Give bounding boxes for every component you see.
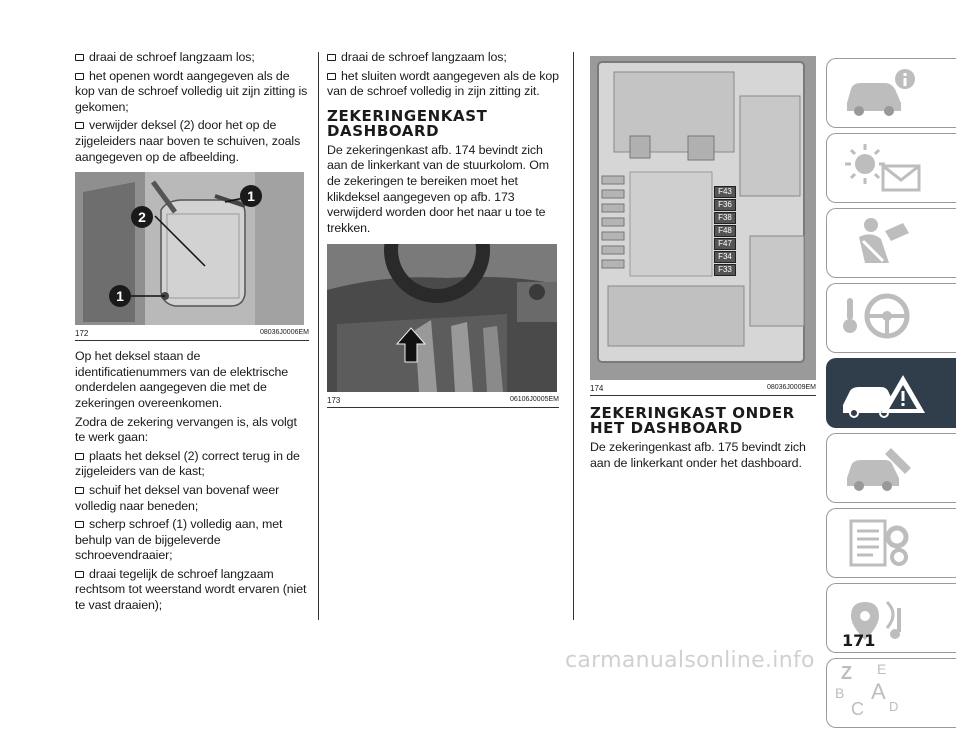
maintenance-icon (841, 438, 921, 498)
column-divider (318, 52, 319, 620)
figure-caption (327, 396, 559, 408)
tab-driving[interactable] (826, 283, 956, 353)
bullet-item: draai tegelijk de schroef langzaam rechtsom tot weerstand wordt ervaren (niet te vast draaien); (75, 566, 307, 613)
fuse-label: F33 (714, 264, 736, 276)
bullet-icon (75, 54, 84, 61)
figure-code: 08036J0006EM (259, 329, 309, 337)
figure-code: 06106J0005EM (509, 396, 559, 404)
fuse-label-list (714, 186, 736, 277)
bullet-icon (75, 521, 84, 528)
watermark: carmanualsonline.info (565, 648, 815, 673)
index-letter: A (871, 679, 886, 704)
figure-code: 08036J0009EM (766, 384, 816, 391)
paragraph: Zodra de zekering vervangen is, als volgt te werk gaan: (75, 414, 297, 445)
fuse-label: F36 (714, 199, 736, 211)
fuse-cover-illustration (75, 172, 304, 325)
section-heading: ZEKERINGKAST ONDER HET DASHBOARD (590, 404, 795, 437)
bullet-icon (75, 487, 84, 494)
column-1 (75, 50, 309, 617)
bullet-icon (75, 73, 84, 80)
technical-data-icon (843, 513, 923, 573)
index-letter: D (889, 699, 899, 714)
bullet-item: verwijder deksel (2) door het op de zijgeleiders naar boven te schuiven, zoals aangegeven op de afbeelding. (75, 118, 301, 164)
fuse-label: F38 (714, 212, 736, 224)
bullet-icon (75, 122, 84, 129)
car-info-icon (841, 63, 921, 123)
bullet-icon (75, 571, 84, 578)
column-2 (327, 50, 559, 416)
figure-number: 173 (327, 396, 341, 406)
bullet-item: draai de schroef langzaam los; (75, 50, 309, 66)
paragraph: De zekeringenkast afb. 174 bevindt zich aan de linkerkant van de stuurkolom. Om de zekeringen te bereiken moet het klikdeksel aangegeven op afb. 173 verwijderd worden door het naar u toe te trekken. (327, 142, 549, 235)
paragraph: De zekeringenkast afb. 175 bevindt zich aan de linkerkant onder het dashboard. (590, 440, 806, 470)
fuse-label: F43 (714, 186, 736, 198)
tab-car-info[interactable] (826, 58, 956, 128)
callout-2: 2 (131, 206, 153, 228)
index-letter: E (877, 661, 887, 677)
figure-173 (327, 244, 557, 392)
bullet-item: plaats het deksel (2) correct terug in de zijgeleiders van de kast; (75, 448, 300, 479)
callout-3: 1 (109, 285, 131, 307)
bullet-icon (75, 453, 84, 460)
bullet-icon (327, 73, 336, 80)
bullet-item: scherp schroef (1) volledig aan, met behulp van de bijgeleverde schroevendraaier; (75, 517, 283, 563)
dashboard-illustration (327, 244, 557, 392)
bullet-item: het openen wordt aangegeven als de kop van de schroef volledig uit zijn zitting is gekomen; (75, 68, 308, 114)
figure-number: 174 (590, 384, 604, 393)
safety-icon (845, 213, 925, 273)
tab-emergency[interactable] (826, 358, 956, 428)
figure-172 (75, 172, 304, 325)
fuse-box-illustration (590, 56, 816, 380)
emergency-icon (839, 363, 929, 423)
figure-caption (75, 329, 309, 341)
tab-lights[interactable] (826, 133, 956, 203)
driving-icon (841, 288, 921, 348)
index-letter: C (851, 699, 864, 719)
bullet-icon (327, 54, 336, 61)
bullet-item: het sluiten wordt aangegeven als de kop van de schroef volledig in zijn zitting zit. (327, 68, 559, 99)
tab-safety[interactable] (826, 208, 956, 278)
index-letter: B (835, 685, 845, 701)
fuse-label: F34 (714, 251, 736, 263)
bullet-item: schuif het deksel van bovenaf weer volledig naar beneden; (75, 482, 280, 513)
column-divider (573, 52, 574, 620)
figure-number: 172 (75, 329, 89, 339)
fuse-label: F47 (714, 238, 736, 250)
bullet-item: draai de schroef langzaam los; (327, 50, 559, 66)
figure-174 (590, 56, 816, 380)
fuse-label: F48 (714, 225, 736, 237)
tab-maintenance[interactable] (826, 433, 956, 503)
page-number: 171 (842, 631, 876, 650)
callout-1: 1 (240, 185, 262, 207)
paragraph: Op het deksel staan de identificatienummers van de elektrische onderdelen aangegeven die met de zekeringen overeenkomen. (75, 349, 289, 410)
index-letter: Z (841, 663, 852, 683)
lights-icon (839, 138, 929, 198)
figure-caption (590, 384, 816, 396)
column-3 (590, 56, 816, 474)
tab-technical-data[interactable] (826, 508, 956, 578)
section-heading: ZEKERINGENKAST DASHBOARD (327, 106, 488, 140)
tab-index[interactable] (826, 658, 956, 728)
